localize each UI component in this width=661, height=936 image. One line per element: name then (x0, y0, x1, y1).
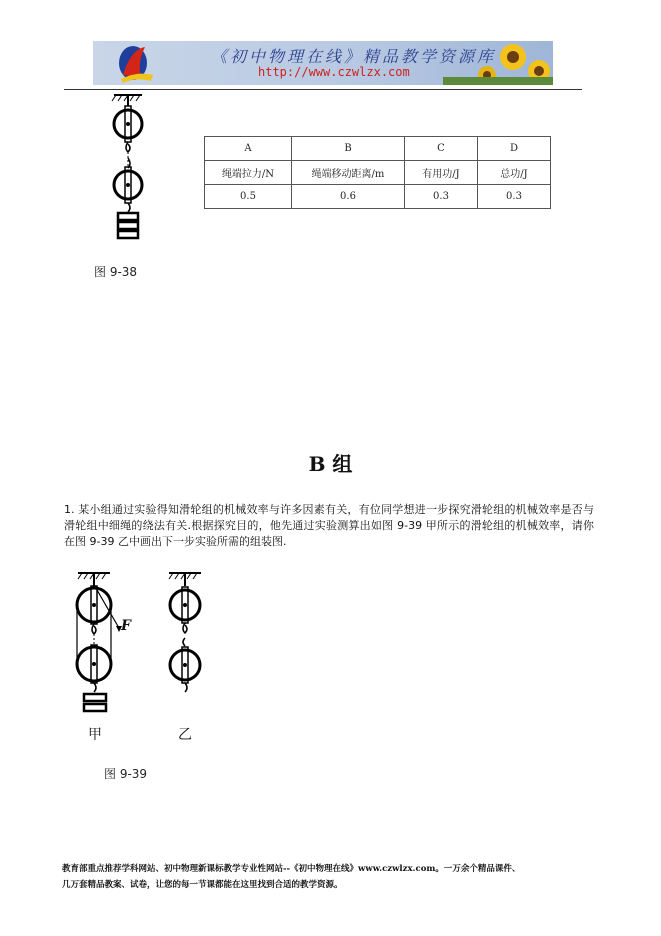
figure-caption-9-39: 图 9-39 (104, 767, 148, 781)
table-cell: 绳端拉力/N (205, 161, 292, 185)
pulley-diagram-yi (155, 568, 215, 698)
pulley-diagram-jia (64, 568, 144, 718)
footer-line: 几万套精品教案、试卷，让您的每一节课都能在这里找到合适的教学资源。 (62, 880, 343, 890)
figure-label-jia: 甲 (88, 727, 102, 743)
table-cell: 总功/J (478, 161, 551, 185)
table-cell: 有用功/J (405, 161, 478, 185)
header-banner (93, 41, 553, 85)
section-title: B 组 (308, 452, 353, 476)
question-text: 1. 某小组通过实验得知滑轮组的机械效率与许多因素有关，有位同学想进一步探究滑轮组的机械效率是否与滑轮组中细绳的绕法有关.根据探究目的，他先通过实验测算出如图 9-39 甲所示的滑轮组的机械效率，请你在图 9-39 乙中画出下一步实验所需的组装图. (64, 503, 594, 548)
table-header-cell: D (478, 137, 551, 161)
table-header-cell: C (405, 137, 478, 161)
table-header-cell: B (292, 137, 405, 161)
table-cell: 0.6 (292, 185, 405, 209)
footer-line: 教育部重点推荐学科网站、初中物理新课标教学专业性网站--《初中物理在线》www.czwlzx.com。一万余个精品课件、 (62, 864, 521, 874)
banner-url: http://www.czwlzx.com (258, 65, 410, 79)
table-header-row (205, 137, 551, 161)
table-cell: 0.5 (205, 185, 292, 209)
data-table (204, 136, 551, 209)
table-row (205, 185, 551, 209)
table-cell: 0.3 (478, 185, 551, 209)
table-header-cell: A (205, 137, 292, 161)
banner-title: 《初中物理在线》精品教学资源库 (211, 47, 497, 66)
table-cell: 0.3 (405, 185, 478, 209)
figure-caption-9-38: 图 9-38 (94, 265, 138, 279)
footer (62, 861, 607, 893)
figure-label-yi: 乙 (178, 727, 192, 743)
pulley-diagram-9-38 (100, 92, 160, 242)
force-label: F (121, 618, 131, 634)
table-cell: 绳端移动距离/m (292, 161, 405, 185)
table-row (205, 161, 551, 185)
header-divider (64, 89, 582, 90)
